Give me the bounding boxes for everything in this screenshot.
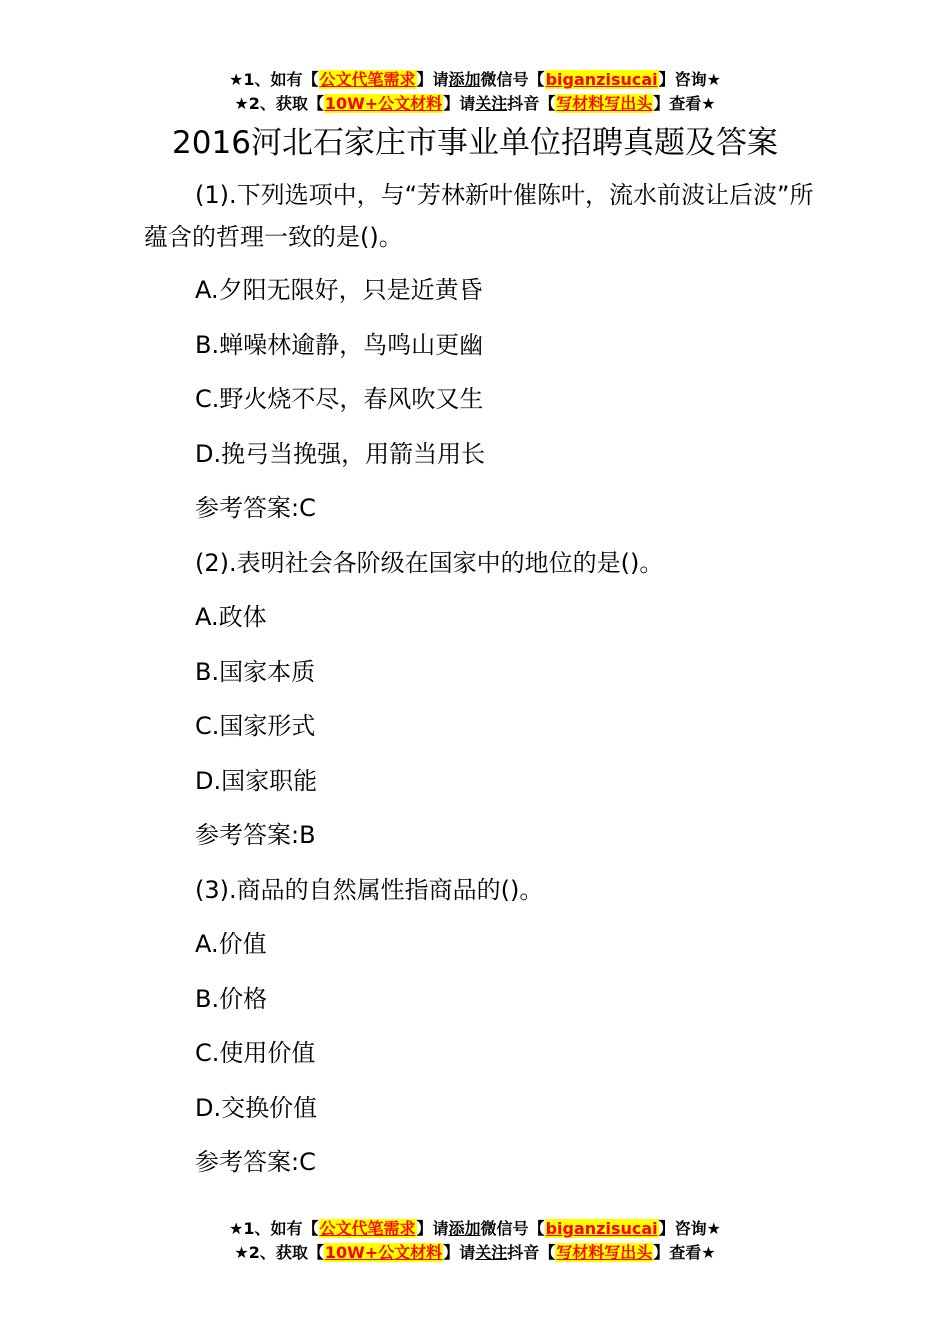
banner-highlight: 公文代笔需求 bbox=[319, 70, 416, 89]
page-title: 2016河北石家庄市事业单位招聘真题及答案 bbox=[172, 125, 778, 161]
banner-wechat-id: biganzisucai bbox=[545, 70, 658, 89]
answer-line: 参考答案:C bbox=[195, 494, 316, 522]
banner-underlined-text: 关注 bbox=[475, 1243, 508, 1262]
banner-text: ★1、如有【 bbox=[229, 1219, 319, 1238]
banner-underlined-text: 关注 bbox=[475, 94, 508, 113]
question-option: B.价格 bbox=[195, 984, 268, 1013]
question-option: A.政体 bbox=[195, 603, 267, 631]
banner-line-2 bbox=[0, 1241, 950, 1265]
banner-highlight: 10W+公文材料 bbox=[324, 94, 443, 113]
answer-line: 参考答案:B bbox=[195, 821, 316, 849]
banner-text: 】查看★ bbox=[653, 1243, 716, 1262]
banner-line-1 bbox=[0, 68, 950, 92]
question-option: D.国家职能 bbox=[195, 766, 318, 795]
question-stem: (2).表明社会各阶级在国家中的地位的是()。 bbox=[195, 548, 664, 577]
banner-text: ★1、如有【 bbox=[229, 70, 319, 89]
banner-douyin-id: 写材料写出头 bbox=[556, 94, 653, 113]
header-banner bbox=[0, 68, 950, 116]
banner-text: 】请 bbox=[443, 1243, 476, 1262]
question-stem: (3).商品的自然属性指商品的()。 bbox=[195, 875, 544, 904]
question-list bbox=[144, 174, 814, 1196]
question-option: A.价值 bbox=[195, 930, 267, 958]
banner-text: 】查看★ bbox=[653, 94, 716, 113]
question-option: C.使用价值 bbox=[195, 1039, 316, 1067]
banner-text: 】请 bbox=[416, 70, 449, 89]
banner-text: 】请 bbox=[443, 94, 476, 113]
banner-text: 】请 bbox=[416, 1219, 449, 1238]
question-option: B.国家本质 bbox=[195, 657, 316, 686]
question-stem: (1).下列选项中，与“芳林新叶催陈叶，流水前波让后波”所蕴含的哲理一致的是()。 bbox=[144, 181, 814, 251]
answer-line: 参考答案:C bbox=[195, 1148, 316, 1176]
banner-text: ★2、获取【 bbox=[234, 1243, 324, 1262]
banner-highlight: 公文代笔需求 bbox=[319, 1219, 416, 1238]
question-option: D.挽弓当挽强，用箭当用长 bbox=[195, 439, 486, 468]
banner-douyin-id: 写材料写出头 bbox=[556, 1243, 653, 1262]
banner-text: ★2、获取【 bbox=[234, 94, 324, 113]
banner-text: 】咨询★ bbox=[658, 70, 721, 89]
banner-line-1 bbox=[0, 1217, 950, 1241]
question-option: C.野火烧不尽，春风吹又生 bbox=[195, 385, 484, 413]
banner-underlined-text: 添加 bbox=[448, 1219, 481, 1238]
banner-highlight: 10W+公文材料 bbox=[324, 1243, 443, 1262]
banner-underlined-text: 添加 bbox=[448, 70, 481, 89]
footer-banner bbox=[0, 1217, 950, 1265]
question-option: D.交换价值 bbox=[195, 1093, 318, 1122]
banner-text: 微信号【 bbox=[480, 1219, 545, 1238]
banner-wechat-id: biganzisucai bbox=[545, 1219, 658, 1238]
question-option: C.国家形式 bbox=[195, 712, 316, 740]
banner-line-2 bbox=[0, 92, 950, 116]
question-option: A.夕阳无限好，只是近黄昏 bbox=[195, 276, 483, 304]
question-option: B.蝉噪林逾静，鸟鸣山更幽 bbox=[195, 330, 484, 359]
banner-text: 】咨询★ bbox=[658, 1219, 721, 1238]
banner-text: 抖音【 bbox=[507, 1243, 556, 1262]
banner-text: 微信号【 bbox=[480, 70, 545, 89]
banner-text: 抖音【 bbox=[507, 94, 556, 113]
